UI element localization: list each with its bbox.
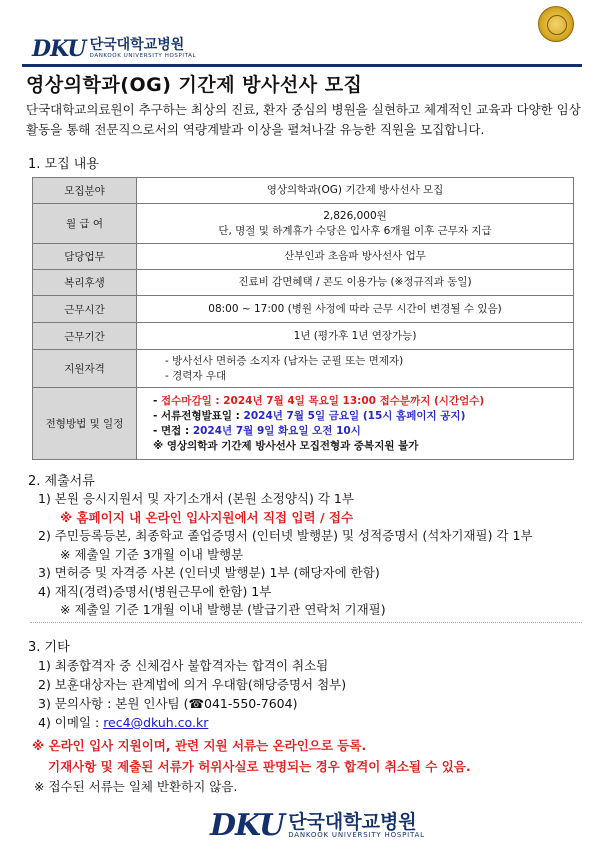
qualification-item: - 경력자 우대 — [165, 369, 227, 382]
qualification-item: - 방사선사 면허증 소지자 (남자는 군필 또는 면제자) — [165, 354, 404, 367]
logo-kr: 단국대학교병원 — [288, 811, 417, 833]
logo-en: DANKOOK UNIVERSITY HOSPITAL — [288, 831, 425, 839]
row-label: 복리후생 — [33, 270, 137, 296]
logo-mark: DKU — [210, 808, 285, 843]
row-label: 모집분야 — [33, 178, 137, 204]
warning-block — [32, 735, 577, 777]
row-label: 근무기간 — [33, 323, 137, 350]
footer-logo — [210, 808, 425, 843]
table-row — [33, 323, 574, 350]
list-item: 3) 면허증 및 자격증 사본 (인터넷 발행분) 1부 (해당자에 한함) — [38, 565, 380, 580]
section3-heading: 3. 기타 — [28, 640, 70, 655]
table-row — [33, 270, 574, 296]
list-item: 4) 재직(경력)증명서(병원근무에 한함) 1부 — [38, 583, 272, 599]
row-value: 산부인과 초음파 방사선사 업무 — [137, 244, 574, 270]
final-note: ※ 접수된 서류는 일체 반환하지 않음. — [34, 779, 238, 794]
row-label: 근무시간 — [33, 296, 137, 323]
etc-list — [38, 656, 583, 732]
list-item: 4) 이메일 : rec4@dkuh.co.kr — [38, 715, 209, 730]
section2-heading: 2. 제출서류 — [28, 474, 95, 489]
list-note: ※ 제출일 기준 3개월 이내 발행분 — [60, 546, 244, 562]
page-title: 영상의학과(OG) 기간제 방사선사 모집 — [26, 74, 363, 96]
row-label: 지원자격 — [33, 350, 137, 388]
header-divider — [22, 64, 582, 67]
section-divider — [30, 622, 582, 623]
logo-en: DANKOOK UNIVERSITY HOSPITAL — [89, 53, 197, 59]
row-value: 진료비 감면혜택 / 콘도 이용가능 (※정규직과 동일) — [137, 270, 574, 296]
list-item: 2) 주민등록등본, 최종학교 졸업증명서 (인터넷 발행분) 및 성적증명서 (석차기재필) 각 1부 — [38, 528, 533, 543]
process-interview: - 면접 : 2024년 7월 9일 화요일 오전 10시 — [153, 424, 361, 437]
email-link[interactable]: rec4@dkuh.co.kr — [103, 715, 209, 730]
table-row — [33, 296, 574, 323]
process-document-result: - 서류전형발표일 : 2024년 7월 5일 금요일 (15시 홈페이지 공지) — [153, 409, 466, 422]
table-row — [33, 178, 574, 204]
process-note: ※ 영상의학과 기간제 방사선사 모집전형과 중복지원 불가 — [153, 439, 419, 452]
section1-heading: 1. 모집 내용 — [28, 157, 99, 172]
university-seal-icon — [538, 6, 574, 42]
list-item: 3) 문의사항 : 본원 인사팀 (☎041-550-7604) — [38, 696, 298, 711]
documents-list — [38, 490, 583, 620]
logo-kr: 단국대학교병원 — [89, 37, 185, 53]
salary-value: 2,826,000원 — [323, 209, 387, 222]
table-row — [33, 388, 574, 460]
header — [22, 36, 582, 66]
salary-note: 단, 명절 및 하계휴가 수당은 입사후 6개월 이후 근무자 지급 — [218, 224, 492, 237]
table-row — [33, 350, 574, 388]
warning-line: 기재사항 및 제출된 서류가 허위사실로 판명되는 경우 합격이 취소될 수 있음. — [48, 759, 471, 774]
table-row — [33, 244, 574, 270]
list-note: ※ 홈페이지 내 온라인 입사지원에서 직접 입력 / 접수 — [60, 509, 354, 525]
warning-line: ※ 온라인 입사 지원이며, 관련 지원 서류는 온라인으로 등록. — [32, 738, 367, 753]
list-note: ※ 제출일 기준 1개월 이내 발행분 (발급기관 연락처 기재필) — [60, 602, 386, 617]
row-label: 담당업무 — [33, 244, 137, 270]
process-deadline: - 접수마감일 : 2024년 7월 4일 목요일 13:00 접수분까지 (시간엄수) — [153, 394, 485, 407]
table-row — [33, 204, 574, 244]
row-value: 영상의학과(OG) 기간제 방사선사 모집 — [137, 178, 574, 204]
row-value: 1년 (평가후 1년 연장가능) — [137, 323, 574, 350]
row-value: 08:00 ~ 17:00 (병원 사정에 따라 근무 시간이 변경될 수 있음) — [137, 296, 574, 323]
row-label: 월 급 여 — [33, 204, 137, 244]
row-label: 전형방법 및 일정 — [33, 388, 137, 460]
hospital-logo — [32, 36, 196, 62]
list-item: 1) 본원 응시지원서 및 자기소개서 (본원 소정양식) 각 1부 — [38, 491, 354, 506]
logo-mark: DKU — [32, 36, 86, 62]
recruitment-table — [32, 177, 574, 460]
list-item: 2) 보훈대상자는 관계법에 의거 우대함(해당증명서 첨부) — [38, 677, 347, 692]
intro-text: 단국대학교의료원이 추구하는 최상의 진료, 환자 중심의 병원을 실현하고 체계적인 교육과 다양한 임상활동을 통해 전문직으로서의 역량계발과 이상을 펼쳐나갈 유능한 직원을 모집합니다. — [26, 102, 581, 137]
list-item: 1) 최종합격자 중 신체검사 불합격자는 합격이 취소됨 — [38, 658, 329, 673]
